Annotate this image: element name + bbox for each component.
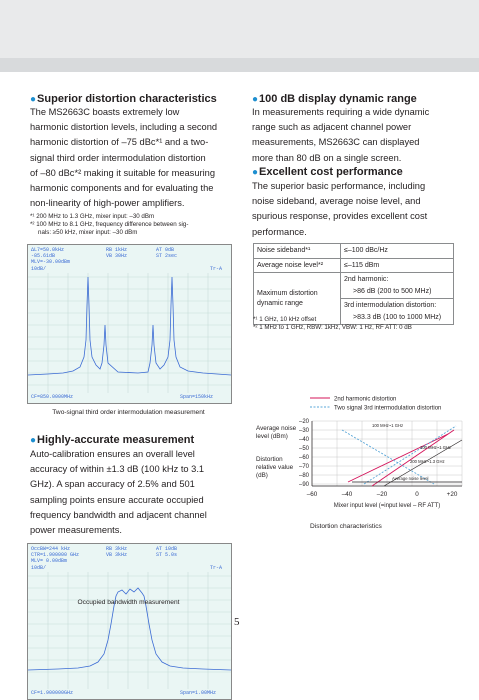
screen-readout: CF=1.900000GHz <box>31 690 74 696</box>
distortion-body <box>30 105 245 211</box>
bullet-icon: ● <box>252 94 259 105</box>
screen-readout: Span=150kHz <box>180 394 214 400</box>
table-row <box>254 244 454 259</box>
header-band <box>0 0 479 58</box>
body-line: signal third order intermodulation distortion <box>30 152 206 163</box>
screen-readout: Tr-A <box>210 565 223 571</box>
table-notes <box>253 316 468 332</box>
page-number: 5 <box>234 616 240 628</box>
x-tick: –40 <box>341 491 353 498</box>
chart-annotation: 200 MHz~1.3 GHz <box>410 459 445 464</box>
table-cell: Average noise level*² <box>254 258 341 273</box>
x-axis-label: Mixer input level (=input level – RF ATT) <box>333 503 441 509</box>
y-tick: –50 <box>298 446 309 452</box>
spectrum-trace <box>28 277 231 375</box>
footnote: *¹ 1 GHz, 10 kHz offset <box>253 316 317 323</box>
body-line: harmonic components and for evaluating the <box>30 183 214 194</box>
body-line: GHz). A span accuracy of 2.5% and 501 <box>30 479 195 490</box>
body-line: The MS2663C boasts extremely low <box>30 107 180 117</box>
cell-line: 2nd harmonic: <box>344 276 389 283</box>
body-line: In measurements requiring a wide dynamic <box>252 107 430 117</box>
caption-intermod: Two-signal third order intermodulation measurement <box>52 409 205 416</box>
body-line: harmonic distortion of –75 dBc*¹ and a two- <box>30 137 209 148</box>
distortion-heading-text: Superior distortion characteristics <box>37 93 217 105</box>
body-line: performance. <box>252 226 307 237</box>
body-line: measurements, MS2663C can displayed <box>252 137 420 148</box>
dynamic-heading-text: 100 dB display dynamic range <box>259 93 417 105</box>
y-axis-label: Average noise <box>256 425 297 432</box>
y-tick: –60 <box>298 455 309 461</box>
body-line: The superior basic performance, including <box>252 181 426 191</box>
screen-readout: Span=1.00MHz <box>180 690 217 696</box>
cell-line: Maximum distortion <box>257 290 318 297</box>
analyzer-screen-occupied-bw <box>27 543 232 700</box>
body-line: frequency bandwidth and adjacent channel <box>30 509 207 520</box>
screen-readout: ST 2sec <box>156 253 178 259</box>
screen-readout: -85.61dB <box>31 253 56 259</box>
cost-body <box>252 179 467 240</box>
spec-table <box>253 243 454 325</box>
cost-heading-text: Excellent cost performance <box>259 166 403 178</box>
y-tick: –20 <box>298 419 309 425</box>
bullet-icon: ● <box>252 167 259 178</box>
cell-line: 3rd intermodulation distortion: <box>344 302 437 309</box>
y-axis-label: Distortion <box>256 456 283 463</box>
screen-readout: CF=850.0000MHz <box>31 394 74 400</box>
body-line: of –80 dBc*² making it suitable for measuring <box>30 167 215 178</box>
screen-readout: ΔL7=50.0kHz <box>31 247 65 253</box>
screen-readout: 10dB/ <box>31 266 47 272</box>
y-tick: –40 <box>298 437 309 443</box>
screen-readout: ST 5.0s <box>156 552 178 558</box>
chart-annotation: Average noise level <box>392 476 429 481</box>
body-line: sampling points ensure accurate occupied <box>30 494 204 505</box>
screen-readout: VB 30Hz <box>106 253 128 259</box>
body-line: more than 80 dB on a single screen. <box>252 152 402 163</box>
header-stripe <box>0 58 479 72</box>
body-line: power measurements. <box>30 525 122 536</box>
table-cell: ≤–100 dBc/Hz <box>341 244 454 259</box>
legend-h2: 2nd harmonic distortion <box>334 396 397 403</box>
distortion-notes <box>30 213 245 238</box>
y-axis-label: (dB) <box>256 472 268 479</box>
y-tick: –70 <box>298 464 309 470</box>
y-axis-label: relative value <box>256 464 294 471</box>
screen-readout: AT 0dB <box>156 247 175 253</box>
dynamic-body <box>252 105 467 166</box>
y-tick: –30 <box>298 428 309 434</box>
table-cell: Noise sideband*¹ <box>254 244 341 259</box>
screen-readout: CTR=1.900000 GHz <box>31 552 80 558</box>
cell-line: >83.3 dB (100 to 1000 MHz) <box>353 313 442 321</box>
distortion-chart <box>252 390 472 590</box>
bullet-icon: ● <box>30 435 37 446</box>
chart-annotation: 100 MHz~1 GHz <box>420 445 452 450</box>
x-tick: –60 <box>306 491 318 498</box>
screen-readout: OccBW=244 kHz <box>31 546 71 552</box>
accurate-heading-text: Highly-accurate measurement <box>37 434 195 446</box>
analyzer-screen-intermod <box>27 244 232 404</box>
screen-readout: MLV=-30.00dBm <box>31 259 71 265</box>
footnote: nals: ≥50 kHz, mixer input: –30 dBm <box>38 229 138 237</box>
screen-readout: Tr-A <box>210 266 223 272</box>
accurate-body <box>30 447 245 538</box>
screen-readout: RB 1kHz <box>106 247 128 253</box>
body-line: spurious response, provides excellent cost <box>252 211 428 222</box>
screen-readout: 10dB/ <box>31 565 47 571</box>
table-cell: ≤–115 dBm <box>341 258 454 273</box>
cost-heading <box>252 166 403 178</box>
x-tick: +20 <box>446 491 458 498</box>
caption-occupied-bw: Occupied bandwidth measurement <box>77 599 180 606</box>
dynamic-range-heading <box>252 93 417 105</box>
footnote: *² 100 MHz to 8.1 GHz, frequency difference between sig- <box>30 221 189 229</box>
accurate-heading <box>30 434 194 446</box>
bullet-icon: ● <box>30 94 37 105</box>
body-line: Auto-calibration ensures an overall level <box>30 449 195 459</box>
x-tick: –20 <box>376 491 388 498</box>
x-tick: 0 <box>415 491 419 498</box>
screen-readout: MLV= 0.00dBm <box>31 558 68 564</box>
cell-line: dynamic range <box>257 299 303 307</box>
body-line: harmonic distortion levels, including a second <box>30 122 218 133</box>
screen-readout: VB 3kHz <box>106 552 128 558</box>
footnote: *² 1 MHz to 1 GHz, RBW: 1kHz, VBW: 1 Hz, RF ATT: 0 dB <box>253 324 412 332</box>
distortion-heading <box>30 93 217 105</box>
screen-graph <box>28 544 231 699</box>
cell-line: >86 dB (200 to 500 MHz) <box>341 287 453 300</box>
y-tick: –80 <box>298 473 309 479</box>
table-row <box>254 258 454 273</box>
y-axis-label: level (dBm) <box>256 433 288 440</box>
y-tick: –90 <box>298 482 309 488</box>
body-line: accuracy of within ±1.3 dB (100 kHz to 3.1 <box>30 464 205 475</box>
screen-graph <box>28 245 231 403</box>
chart-annotation: 100 MHz~1 GHz <box>372 423 404 428</box>
screen-readout: RB 3kHz <box>106 546 128 552</box>
body-line: non-linearity of high-power amplifiers. <box>30 198 185 209</box>
body-line: range such as adjacent channel power <box>252 122 412 133</box>
legend-im3: Two signal 3rd intermodulation distortion <box>334 405 442 412</box>
footnote: *¹ 200 MHz to 1.3 GHz, mixer input: –30 dBm <box>30 213 155 220</box>
caption-distortion: Distortion characteristics <box>310 523 382 530</box>
screen-readout: AT 10dB <box>156 546 178 552</box>
body-line: noise sideband, average noise level, and <box>252 196 421 207</box>
